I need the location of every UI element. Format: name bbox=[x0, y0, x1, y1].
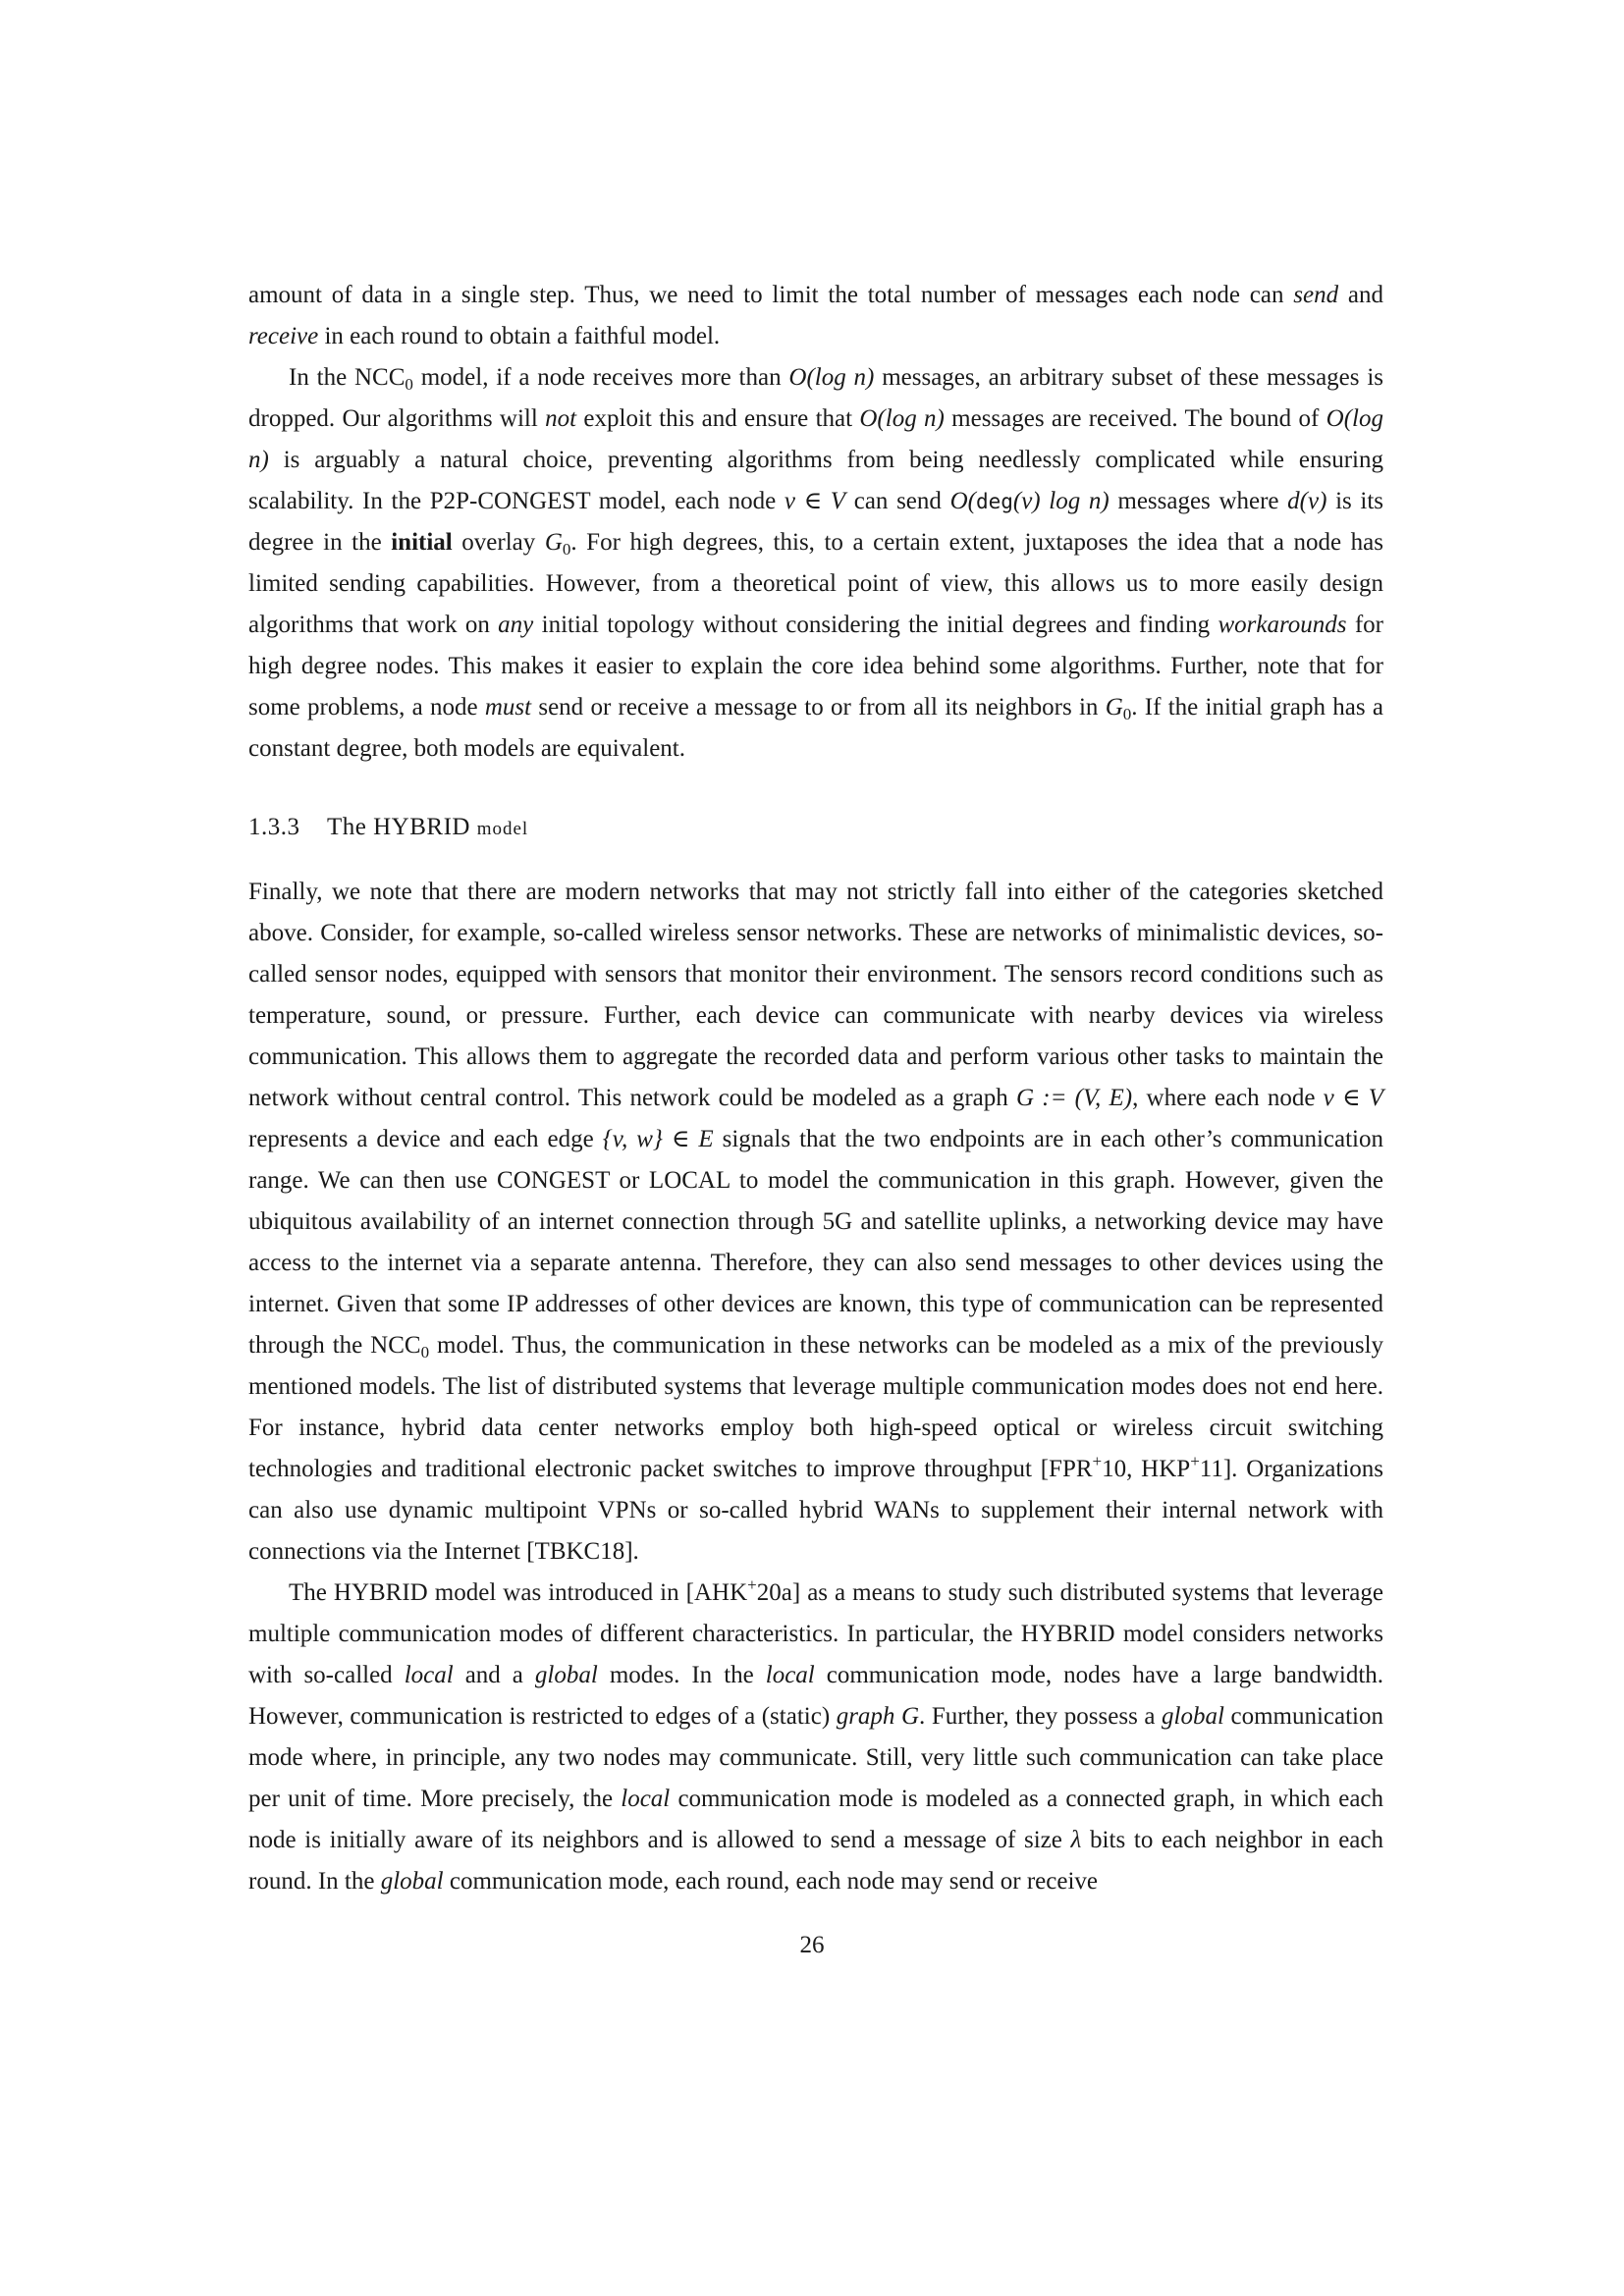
section-number: 1.3.3 bbox=[248, 814, 300, 840]
paragraph-wireless-sensor-networks: Finally, we note that there are modern networks that may not strictly fall into either of the categories sketched above. Consider, for example, so-called wireless sensor networks. These are networks of minimalistic devices, so-called sensor nodes, equipped with sensors that monitor their environment. The sensors record conditions such as temperature, sound, or pressure. Further, each device can communicate with nearby devices via wireless communication. This allows them to aggregate the recorded data and perform various other tasks to maintain the network without central control. This network could be modeled as a graph G := (V, E), where each node v ∈ V represents a device and each edge {v, w} ∈ E signals that the two endpoints are in each other’s communication range. We can then use CONGEST or LOCAL to model the communication in this graph. However, given the ubiquitous availability of an internet connection through 5G and satellite uplinks, a networking device may have access to the internet via a separate antenna. Therefore, they can also send messages to other devices using the internet. Given that some IP addresses of other devices are known, this type of communication can be represented through the $NCC_0$ model. Thus, the communication in these networks can be modeled as a mix of the previously mentioned models. The list of distributed systems that leverage multiple communication modes does not end here. For instance, hybrid data center networks employ both high-speed optical or wireless circuit switching technologies and traditional electronic packet switches to improve throughput [FPR+10, HKP+11]. Organizations can also use dynamic multipoint VPNs or so-called hybrid WANs to supplement their internal network with connections via the Internet [TBKC18]. bbox=[248, 879, 1384, 1565]
section-title-hybrid: HYBRID bbox=[373, 814, 470, 840]
page-number: 26 bbox=[799, 1932, 825, 1958]
section-heading bbox=[248, 807, 1383, 850]
paragraph-hybrid-model: The HYBRID model was introduced in [AHK+20a] as a means to study such distributed systems that leverage multiple communication modes of different characteristics. In particular, the HYBRID model considers networks with so-called local and a global modes. In the local communication mode, nodes have a large bandwidth. However, communication is restricted to edges of a (static) graph G. Further, they possess a global communication mode where, in principle, any two nodes may communicate. Still, very little such communication can take place per unit of time. More precisely, the local communication mode is modeled as a connected graph, in which each node is initially aware of its neighbors and is allowed to send a message of size λ bits to each neighbor in each round. In the global communication mode, each round, each node may send or receive bbox=[248, 1575, 1384, 1895]
paragraph-ncc0-model: In the $NCC_0$ model, if a node receives more than O(log n) messages, an arbitrary subset of these messages is dropped. Our algorithms will not exploit this and ensure that O(log n) messages are received. The bound of O(log n) is arguably a natural choice, preventing algorithms from being needlessly complicated while ensuring scalability. In the P2P-CONGEST model, each node v ∈ V can send O(deg(v) log n) messages where d(v) is its degree in the initial overlay $G_0$. For high degrees, this, to a certain extent, juxtaposes the idea that a node has limited sending capabilities. However, from a theoretical point of view, this allows us to more easily design algorithms that work on any initial topology without considering the initial degrees and finding workarounds for high degree nodes. This makes it easier to explain the core idea behind some algorithms. Further, note that for some problems, a node must send or receive a message to or from all its neighbors in $G_0$. If the initial graph has a constant degree, both models are equivalent. bbox=[248, 364, 1384, 762]
page-body bbox=[248, 275, 1383, 1902]
paragraph-continuation: amount of data in a single step. Thus, we need to limit the total number of messages each node can send and receive in each round to obtain a faithful model. bbox=[248, 282, 1383, 349]
section-title-model: model bbox=[476, 819, 529, 839]
section-title-the: The bbox=[327, 814, 367, 840]
